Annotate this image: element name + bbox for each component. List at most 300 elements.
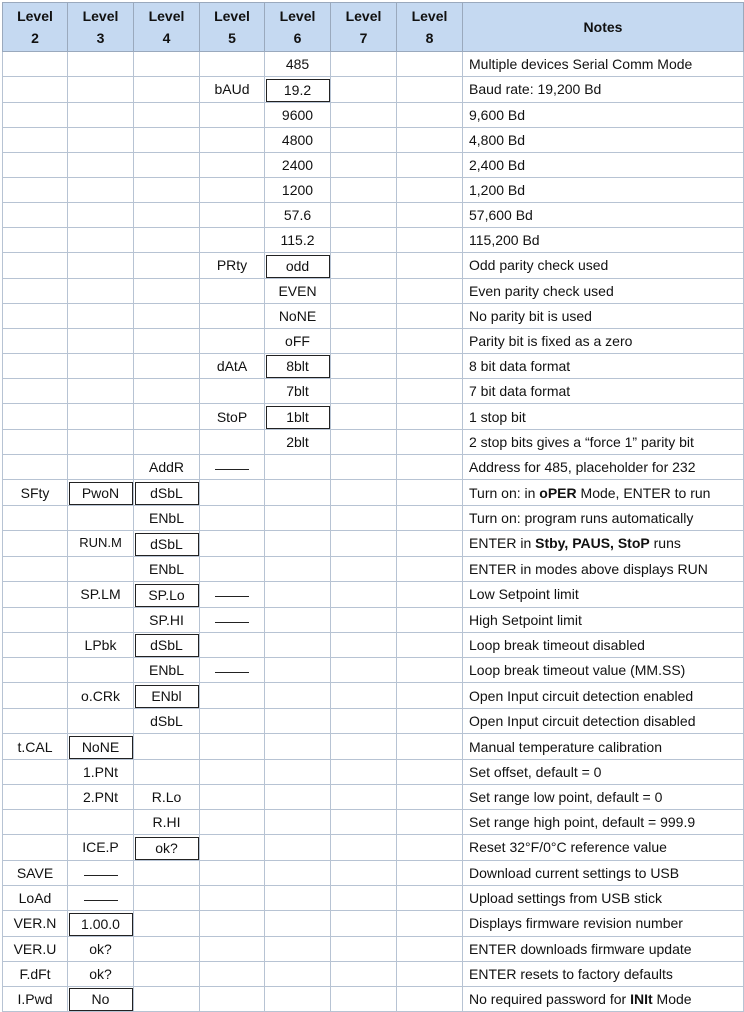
note-text: 7 bit data format bbox=[469, 383, 571, 400]
level-5-cell bbox=[200, 227, 265, 252]
table-row bbox=[3, 379, 744, 404]
note-text: Set range high point, default = 999.9 bbox=[469, 813, 696, 830]
level-2-cell: VER.U bbox=[3, 936, 68, 961]
selected-value-box: PwoN bbox=[69, 482, 133, 505]
level-6-cell: 4800 bbox=[265, 127, 331, 152]
notes-cell bbox=[463, 278, 744, 303]
level-5-cell bbox=[200, 480, 265, 506]
level-5-cell bbox=[200, 734, 265, 760]
level-8-cell bbox=[397, 936, 463, 961]
note-text: No parity bit is used bbox=[469, 307, 592, 324]
note-text: Set offset, default = 0 bbox=[469, 763, 602, 780]
level-6-cell bbox=[265, 556, 331, 581]
level-4-cell: dSbL bbox=[134, 709, 200, 734]
level-3-cell bbox=[68, 607, 134, 632]
notes-cell bbox=[463, 303, 744, 328]
level-6-cell: 115.2 bbox=[265, 227, 331, 252]
selected-value-box: odd bbox=[266, 255, 330, 278]
level-7-cell bbox=[331, 834, 397, 860]
selected-value-box: ok? bbox=[135, 837, 199, 860]
level-3-cell bbox=[68, 430, 134, 455]
level-2-cell bbox=[3, 328, 68, 353]
notes-cell bbox=[463, 784, 744, 809]
level-8-cell bbox=[397, 530, 463, 556]
level-3-cell bbox=[68, 860, 134, 885]
level-2-cell bbox=[3, 430, 68, 455]
level-5-cell bbox=[200, 834, 265, 860]
notes-cell bbox=[463, 404, 744, 430]
level-3-cell bbox=[68, 734, 134, 760]
level-7-cell bbox=[331, 658, 397, 683]
level-5-cell bbox=[200, 759, 265, 784]
level-8-cell bbox=[397, 834, 463, 860]
notes-cell bbox=[463, 910, 744, 936]
level-4-cell bbox=[134, 910, 200, 936]
level-8-cell bbox=[397, 709, 463, 734]
note-text: Reset 32°F/0°C reference value bbox=[469, 839, 667, 856]
level-7-cell bbox=[331, 632, 397, 658]
note-text: Odd parity check used bbox=[469, 257, 609, 274]
level-6-cell bbox=[265, 885, 331, 910]
level-7-cell bbox=[331, 734, 397, 760]
table-row bbox=[3, 658, 744, 683]
table-row bbox=[3, 177, 744, 202]
level-2-cell bbox=[3, 52, 68, 77]
level-5-cell bbox=[200, 961, 265, 986]
notes-cell bbox=[463, 328, 744, 353]
level-4-cell bbox=[134, 936, 200, 961]
notes-cell bbox=[463, 860, 744, 885]
note-text: Displays firmware revision number bbox=[469, 915, 683, 932]
table-row bbox=[3, 581, 744, 607]
level-6-cell: 485 bbox=[265, 52, 331, 77]
notes-cell bbox=[463, 683, 744, 709]
level-5-cell bbox=[200, 530, 265, 556]
table-row bbox=[3, 860, 744, 885]
notes-cell bbox=[463, 530, 744, 556]
level-7-cell bbox=[331, 278, 397, 303]
level-8-cell bbox=[397, 379, 463, 404]
note-text: Set range low point, default = 0 bbox=[469, 788, 663, 805]
level-2-cell: F.dFt bbox=[3, 961, 68, 986]
level-3-cell bbox=[68, 278, 134, 303]
level-7-cell bbox=[331, 505, 397, 530]
level-3-cell: ok? bbox=[68, 936, 134, 961]
level-7-cell bbox=[331, 404, 397, 430]
notes-cell bbox=[463, 505, 744, 530]
level-4-cell bbox=[134, 379, 200, 404]
table-row bbox=[3, 632, 744, 658]
table-row bbox=[3, 480, 744, 506]
notes-cell bbox=[463, 834, 744, 860]
table-row bbox=[3, 530, 744, 556]
level-4-cell bbox=[134, 77, 200, 103]
level-2-cell bbox=[3, 505, 68, 530]
level-7-cell bbox=[331, 353, 397, 379]
notes-cell bbox=[463, 202, 744, 227]
level-2-cell bbox=[3, 177, 68, 202]
level-8-cell bbox=[397, 632, 463, 658]
level-6-cell: 57.6 bbox=[265, 202, 331, 227]
level-6-cell bbox=[265, 658, 331, 683]
header-level-4: Level 4 bbox=[134, 3, 200, 52]
level-5-cell bbox=[200, 102, 265, 127]
notes-cell bbox=[463, 986, 744, 1012]
selected-value-box: dSbL bbox=[135, 482, 199, 505]
level-4-cell bbox=[134, 127, 200, 152]
level-3-cell: LPbk bbox=[68, 632, 134, 658]
level-2-cell bbox=[3, 759, 68, 784]
level-7-cell bbox=[331, 328, 397, 353]
notes-cell bbox=[463, 430, 744, 455]
level-6-cell bbox=[265, 632, 331, 658]
level-7-cell bbox=[331, 607, 397, 632]
selected-value-box: NoNE bbox=[69, 736, 133, 759]
level-8-cell bbox=[397, 607, 463, 632]
table-row bbox=[3, 102, 744, 127]
level-3-cell bbox=[68, 227, 134, 252]
level-6-cell bbox=[265, 530, 331, 556]
note-text: Upload settings from USB stick bbox=[469, 889, 662, 906]
level-7-cell bbox=[331, 102, 397, 127]
header-level-5: Level 5 bbox=[200, 3, 265, 52]
level-3-cell bbox=[68, 910, 134, 936]
selected-value-box: 19.2 bbox=[266, 79, 330, 102]
table-body bbox=[3, 52, 744, 1012]
level-7-cell bbox=[331, 303, 397, 328]
header-row bbox=[3, 3, 744, 52]
level-5-cell bbox=[200, 379, 265, 404]
note-emphasis: INIt bbox=[630, 990, 653, 1007]
level-6-cell bbox=[265, 860, 331, 885]
level-7-cell bbox=[331, 77, 397, 103]
level-2-cell bbox=[3, 658, 68, 683]
table-row bbox=[3, 759, 744, 784]
level-2-cell bbox=[3, 683, 68, 709]
notes-cell bbox=[463, 77, 744, 103]
level-7-cell bbox=[331, 177, 397, 202]
table-row bbox=[3, 252, 744, 278]
table-row bbox=[3, 127, 744, 152]
level-4-cell bbox=[134, 683, 200, 709]
level-2-cell bbox=[3, 202, 68, 227]
note-emphasis: Stby, PAUS, StoP bbox=[535, 535, 650, 552]
note-text: 1 stop bit bbox=[469, 408, 526, 425]
note-text: ENTER in bbox=[469, 535, 536, 552]
notes-cell bbox=[463, 52, 744, 77]
notes-cell bbox=[463, 936, 744, 961]
level-3-cell bbox=[68, 353, 134, 379]
notes-cell bbox=[463, 102, 744, 127]
placeholder-blank bbox=[215, 608, 249, 623]
level-3-cell bbox=[68, 986, 134, 1012]
level-6-cell bbox=[265, 455, 331, 480]
level-8-cell bbox=[397, 252, 463, 278]
level-3-cell bbox=[68, 379, 134, 404]
notes-cell bbox=[463, 353, 744, 379]
level-7-cell bbox=[331, 709, 397, 734]
level-2-cell bbox=[3, 784, 68, 809]
level-6-cell bbox=[265, 404, 331, 430]
selected-value-box: 8blt bbox=[266, 355, 330, 378]
note-text: No required password for bbox=[469, 990, 631, 1007]
level-8-cell bbox=[397, 581, 463, 607]
level-8-cell bbox=[397, 784, 463, 809]
header-notes: Notes bbox=[463, 3, 744, 52]
header-level-2: Level 2 bbox=[3, 3, 68, 52]
level-5-cell bbox=[200, 860, 265, 885]
level-5-cell bbox=[200, 505, 265, 530]
level-6-cell bbox=[265, 734, 331, 760]
level-5-cell bbox=[200, 709, 265, 734]
level-4-cell bbox=[134, 353, 200, 379]
level-6-cell: 7blt bbox=[265, 379, 331, 404]
level-7-cell bbox=[331, 202, 397, 227]
level-2-cell bbox=[3, 152, 68, 177]
level-7-cell bbox=[331, 556, 397, 581]
level-3-cell bbox=[68, 709, 134, 734]
level-5-cell: bAUd bbox=[200, 77, 265, 103]
note-text: Turn on: in bbox=[469, 484, 540, 501]
level-8-cell bbox=[397, 885, 463, 910]
level-6-cell bbox=[265, 910, 331, 936]
note-text: 9,600 Bd bbox=[469, 106, 526, 123]
note-text: Even parity check used bbox=[469, 282, 614, 299]
level-7-cell bbox=[331, 127, 397, 152]
level-5-cell: PRty bbox=[200, 252, 265, 278]
note-text: Mode bbox=[652, 990, 692, 1007]
level-2-cell bbox=[3, 581, 68, 607]
note-text: High Setpoint limit bbox=[469, 611, 582, 628]
note-text: Loop break timeout disabled bbox=[469, 636, 645, 653]
level-3-cell: o.CRk bbox=[68, 683, 134, 709]
note-text: Loop break timeout value (MM.SS) bbox=[469, 662, 686, 679]
level-6-cell bbox=[265, 809, 331, 834]
level-5-cell bbox=[200, 52, 265, 77]
level-2-cell bbox=[3, 404, 68, 430]
table-row bbox=[3, 455, 744, 480]
level-3-cell bbox=[68, 480, 134, 506]
level-5-cell bbox=[200, 328, 265, 353]
selected-value-box: dSbL bbox=[135, 533, 199, 556]
level-3-cell bbox=[68, 202, 134, 227]
notes-cell bbox=[463, 556, 744, 581]
selected-value-box: dSbL bbox=[135, 634, 199, 657]
level-3-cell bbox=[68, 556, 134, 581]
table-row bbox=[3, 607, 744, 632]
level-6-cell bbox=[265, 480, 331, 506]
notes-cell bbox=[463, 379, 744, 404]
level-3-cell: SP.LM bbox=[68, 581, 134, 607]
level-4-cell bbox=[134, 860, 200, 885]
level-5-cell bbox=[200, 430, 265, 455]
level-8-cell bbox=[397, 961, 463, 986]
level-5-cell bbox=[200, 632, 265, 658]
level-8-cell bbox=[397, 683, 463, 709]
level-2-cell bbox=[3, 353, 68, 379]
note-text: 2,400 Bd bbox=[469, 156, 526, 173]
level-5-cell bbox=[200, 784, 265, 809]
level-8-cell bbox=[397, 328, 463, 353]
note-text: Baud rate: 19,200 Bd bbox=[469, 81, 602, 98]
level-4-cell: R.HI bbox=[134, 809, 200, 834]
level-4-cell bbox=[134, 177, 200, 202]
note-text: Turn on: program runs automatically bbox=[469, 509, 694, 526]
level-4-cell bbox=[134, 328, 200, 353]
level-5-cell bbox=[200, 581, 265, 607]
level-7-cell bbox=[331, 759, 397, 784]
level-7-cell bbox=[331, 683, 397, 709]
level-5-cell bbox=[200, 658, 265, 683]
level-5-cell: StoP bbox=[200, 404, 265, 430]
level-6-cell bbox=[265, 505, 331, 530]
level-4-cell: R.Lo bbox=[134, 784, 200, 809]
level-2-cell bbox=[3, 127, 68, 152]
header-level-7: Level 7 bbox=[331, 3, 397, 52]
level-8-cell bbox=[397, 202, 463, 227]
level-6-cell bbox=[265, 683, 331, 709]
level-5-cell bbox=[200, 910, 265, 936]
notes-cell bbox=[463, 709, 744, 734]
level-3-cell bbox=[68, 52, 134, 77]
level-3-cell: ICE.P bbox=[68, 834, 134, 860]
level-8-cell bbox=[397, 809, 463, 834]
note-text: Open Input circuit detection disabled bbox=[469, 713, 696, 730]
level-5-cell bbox=[200, 455, 265, 480]
level-7-cell bbox=[331, 152, 397, 177]
table-row bbox=[3, 709, 744, 734]
level-3-cell bbox=[68, 127, 134, 152]
placeholder-blank bbox=[215, 658, 249, 673]
level-6-cell bbox=[265, 936, 331, 961]
note-text: 4,800 Bd bbox=[469, 131, 526, 148]
level-6-cell: 2blt bbox=[265, 430, 331, 455]
notes-cell bbox=[463, 885, 744, 910]
level-2-cell: t.CAL bbox=[3, 734, 68, 760]
notes-cell bbox=[463, 658, 744, 683]
notes-cell bbox=[463, 227, 744, 252]
level-4-cell: ENbL bbox=[134, 505, 200, 530]
level-5-cell bbox=[200, 809, 265, 834]
selected-value-box: No bbox=[69, 988, 133, 1011]
level-7-cell bbox=[331, 430, 397, 455]
level-6-cell: 1200 bbox=[265, 177, 331, 202]
level-3-cell bbox=[68, 404, 134, 430]
header-level-6: Level 6 bbox=[265, 3, 331, 52]
level-4-cell bbox=[134, 102, 200, 127]
notes-cell bbox=[463, 127, 744, 152]
level-6-cell bbox=[265, 709, 331, 734]
notes-cell bbox=[463, 607, 744, 632]
level-8-cell bbox=[397, 177, 463, 202]
level-8-cell bbox=[397, 480, 463, 506]
level-8-cell bbox=[397, 353, 463, 379]
level-3-cell bbox=[68, 885, 134, 910]
level-2-cell bbox=[3, 77, 68, 103]
level-6-cell: 9600 bbox=[265, 102, 331, 127]
level-8-cell bbox=[397, 734, 463, 760]
table-row bbox=[3, 885, 744, 910]
level-2-cell: LoAd bbox=[3, 885, 68, 910]
placeholder-blank bbox=[84, 886, 118, 901]
selected-value-box: SP.Lo bbox=[135, 584, 199, 607]
level-8-cell bbox=[397, 127, 463, 152]
level-6-cell bbox=[265, 986, 331, 1012]
level-5-cell bbox=[200, 936, 265, 961]
level-2-cell: VER.N bbox=[3, 910, 68, 936]
level-5-cell bbox=[200, 683, 265, 709]
level-4-cell bbox=[134, 430, 200, 455]
placeholder-blank bbox=[215, 582, 249, 597]
level-4-cell bbox=[134, 152, 200, 177]
note-text: Download current settings to USB bbox=[469, 864, 680, 881]
level-7-cell bbox=[331, 910, 397, 936]
note-text: Address for 485, placeholder for 232 bbox=[469, 459, 696, 476]
level-2-cell: SAVE bbox=[3, 860, 68, 885]
level-4-cell: SP.HI bbox=[134, 607, 200, 632]
level-7-cell bbox=[331, 986, 397, 1012]
level-2-cell bbox=[3, 303, 68, 328]
notes-cell bbox=[463, 632, 744, 658]
level-3-cell bbox=[68, 658, 134, 683]
level-4-cell bbox=[134, 759, 200, 784]
notes-cell bbox=[463, 581, 744, 607]
level-4-cell bbox=[134, 303, 200, 328]
table-row bbox=[3, 52, 744, 77]
header-level-3: Level 3 bbox=[68, 3, 134, 52]
table-row bbox=[3, 404, 744, 430]
table-row bbox=[3, 77, 744, 103]
level-5-cell bbox=[200, 202, 265, 227]
table-row bbox=[3, 202, 744, 227]
level-8-cell bbox=[397, 52, 463, 77]
table-row bbox=[3, 278, 744, 303]
level-2-cell bbox=[3, 809, 68, 834]
level-7-cell bbox=[331, 961, 397, 986]
level-2-cell bbox=[3, 102, 68, 127]
notes-cell bbox=[463, 480, 744, 506]
level-8-cell bbox=[397, 77, 463, 103]
level-3-cell: RUN.M bbox=[68, 530, 134, 556]
level-8-cell bbox=[397, 278, 463, 303]
level-4-cell bbox=[134, 202, 200, 227]
level-7-cell bbox=[331, 379, 397, 404]
notes-cell bbox=[463, 734, 744, 760]
level-8-cell bbox=[397, 910, 463, 936]
level-5-cell bbox=[200, 177, 265, 202]
table-row bbox=[3, 986, 744, 1012]
table-row bbox=[3, 505, 744, 530]
level-2-cell bbox=[3, 556, 68, 581]
note-text: Parity bit is fixed as a zero bbox=[469, 332, 633, 349]
level-5-cell bbox=[200, 278, 265, 303]
level-2-cell bbox=[3, 834, 68, 860]
level-4-cell: AddR bbox=[134, 455, 200, 480]
level-8-cell bbox=[397, 227, 463, 252]
level-2-cell bbox=[3, 607, 68, 632]
notes-cell bbox=[463, 252, 744, 278]
level-5-cell bbox=[200, 885, 265, 910]
level-2-cell bbox=[3, 709, 68, 734]
level-7-cell bbox=[331, 530, 397, 556]
level-3-cell bbox=[68, 177, 134, 202]
level-6-cell: EVEN bbox=[265, 278, 331, 303]
level-4-cell bbox=[134, 986, 200, 1012]
selected-value-box: 1blt bbox=[266, 406, 330, 429]
level-8-cell bbox=[397, 404, 463, 430]
notes-cell bbox=[463, 961, 744, 986]
level-2-cell bbox=[3, 278, 68, 303]
